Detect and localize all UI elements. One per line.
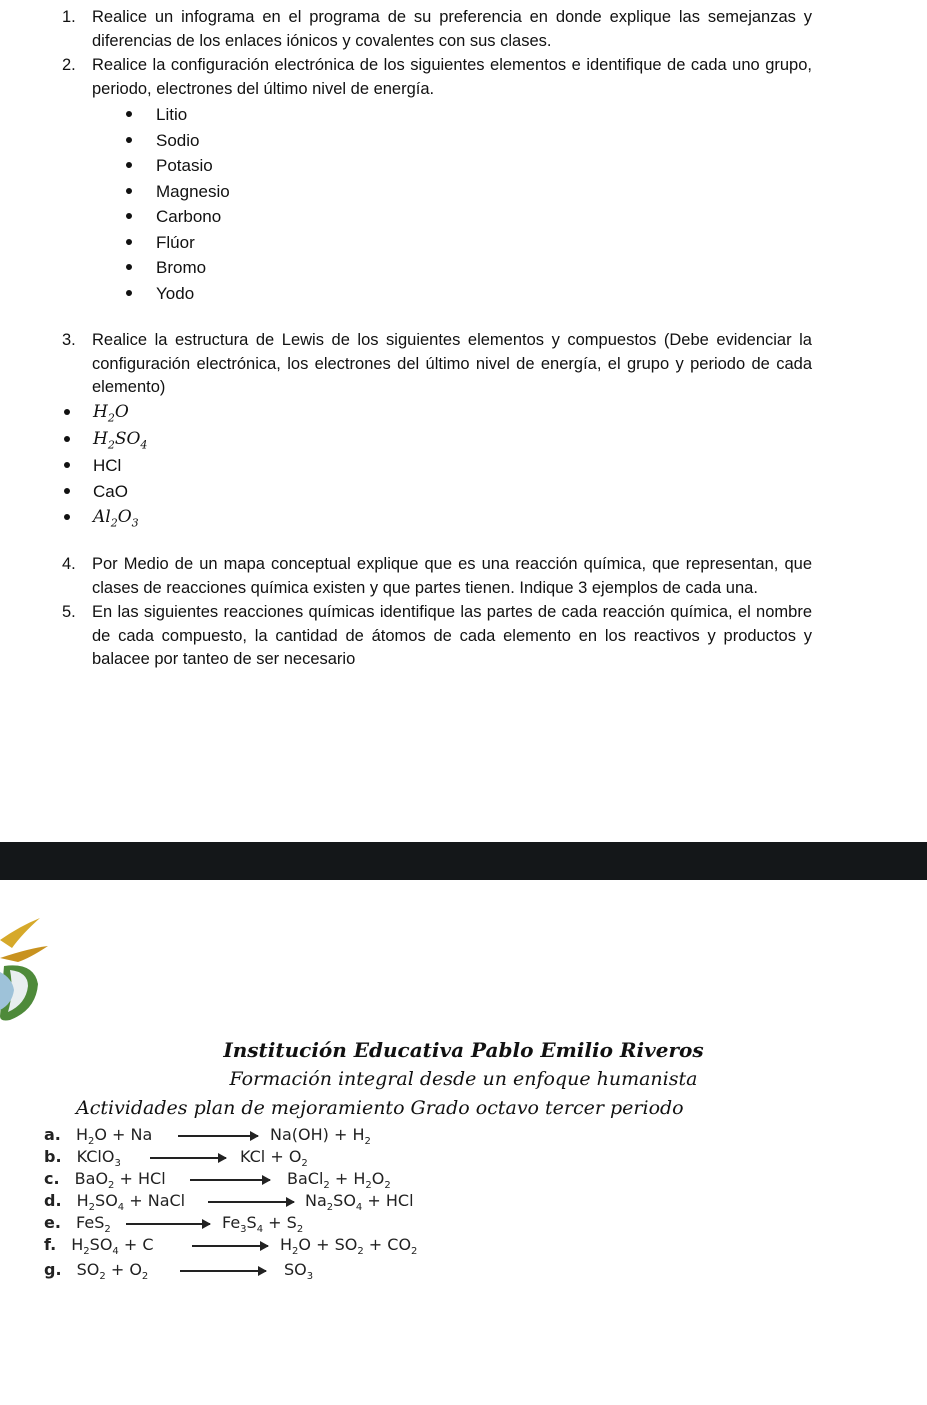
list-item: Flúor: [156, 233, 195, 252]
question-number: 5.: [62, 603, 76, 621]
school-logo-icon: [0, 918, 60, 1028]
question-text: En las siguientes reacciones químicas identifique las partes de cada reacción química, el nombre de cada compuesto, la cantidad de átomos de cada elemento en los reactivos y productos y balacee por tanteo de ser necesario: [92, 603, 812, 668]
list-item: Sodio: [156, 131, 200, 150]
reaction-b: b. KClO$_3$: [44, 1147, 121, 1170]
reaction-f-products: $H_2O + SO_2 + CO_2$: [280, 1235, 418, 1258]
reaction-c-products: BaCl$_2$ + $H_2O_2$: [287, 1169, 391, 1192]
reaction-g-products: $SO_3$: [284, 1260, 314, 1283]
question-1: [62, 6, 812, 53]
reaction-a: a. $H_2O + Na$: [44, 1125, 153, 1148]
reaction-arrow-icon: [126, 1223, 210, 1225]
formula-hcl: HCl: [93, 456, 122, 475]
reaction-d: d. $H_2SO_4$ + NaCl: [44, 1191, 186, 1214]
reaction-arrow-icon: [190, 1179, 270, 1181]
list-item: Carbono: [156, 207, 222, 226]
reaction-e-products: $Fe_3S_4 + S_2$: [222, 1213, 304, 1236]
question-4: [62, 553, 812, 600]
reaction-e: e. FeS$_2$: [44, 1213, 111, 1236]
list-item: Bromo: [156, 258, 207, 277]
reaction-arrow-icon: [180, 1270, 266, 1272]
reaction-f: f. $H_2SO_4 + C$: [44, 1235, 154, 1258]
bullet-icon: [126, 264, 132, 270]
institution-motto: Formación integral desde un enfoque humanista: [229, 1068, 698, 1090]
list-item: Magnesio: [156, 182, 230, 201]
formula-h2o: $H_2O$: [93, 402, 129, 425]
question-text: Realice la estructura de Lewis de los siguientes elementos y compuestos (Debe evidenciar la configuración electrónica, los electrones del último nivel de energía, el grupo y periodo de cada elemento): [92, 331, 812, 396]
bullet-icon: [64, 436, 70, 442]
list-item: Litio: [156, 105, 188, 124]
reaction-g: g. $SO_2 + O_2$: [44, 1260, 149, 1283]
question-text: Realice la configuración electrónica de los siguientes elementos e identifique de cada uno grupo, periodo, electrones del último nivel de energía.: [92, 56, 812, 98]
question-2: [62, 54, 812, 101]
question-text: Realice un infograma en el programa de su preferencia en donde explique las semejanzas y diferencias de los enlaces iónicos y covalentes con sus clases.: [92, 8, 812, 50]
bullet-icon: [126, 188, 132, 194]
question-number: 4.: [62, 555, 76, 573]
list-item: Potasio: [156, 156, 213, 175]
institution-name: Institución Educativa Pablo Emilio Riveros: [223, 1038, 704, 1062]
bullet-icon: [64, 409, 70, 415]
question-number: 2.: [62, 56, 76, 74]
bullet-icon: [64, 514, 70, 520]
separator-bar: [0, 842, 927, 880]
bullet-icon: [126, 239, 132, 245]
question-3: [62, 329, 812, 400]
list-item: Yodo: [156, 284, 195, 303]
bullet-icon: [126, 290, 132, 296]
reaction-arrow-icon: [208, 1201, 294, 1203]
question-5: [62, 601, 812, 672]
reaction-b-products: KCl + $O_2$: [240, 1147, 308, 1170]
question-number: 1.: [62, 8, 76, 26]
question-text: Por Medio de un mapa conceptual explique que es una reacción química, que representan, que clases de reacciones química existen y que partes tienen. Indique 3 ejemplos de cada una.: [92, 555, 812, 597]
question-number: 3.: [62, 331, 76, 349]
bullet-icon: [64, 488, 70, 494]
formula-al2o3: $Al_2O_3$: [93, 507, 139, 530]
bullet-icon: [64, 462, 70, 468]
bullet-icon: [126, 137, 132, 143]
reaction-a-products: $Na(OH) + H_2$: [270, 1125, 371, 1148]
reaction-d-products: $Na_2SO_4$ + HCl: [305, 1191, 414, 1214]
reaction-arrow-icon: [192, 1245, 268, 1247]
formula-h2so4: $H_2SO_4$: [93, 429, 148, 452]
bullet-icon: [126, 111, 132, 117]
formula-cao: CaO: [93, 482, 128, 501]
bullet-icon: [126, 162, 132, 168]
reaction-arrow-icon: [178, 1135, 258, 1137]
activity-title: Actividades plan de mejoramiento Grado octavo tercer periodo: [76, 1097, 684, 1119]
reaction-c: c. BaO$_2$ + HCl: [44, 1169, 166, 1192]
reaction-arrow-icon: [150, 1157, 226, 1159]
bullet-icon: [126, 213, 132, 219]
